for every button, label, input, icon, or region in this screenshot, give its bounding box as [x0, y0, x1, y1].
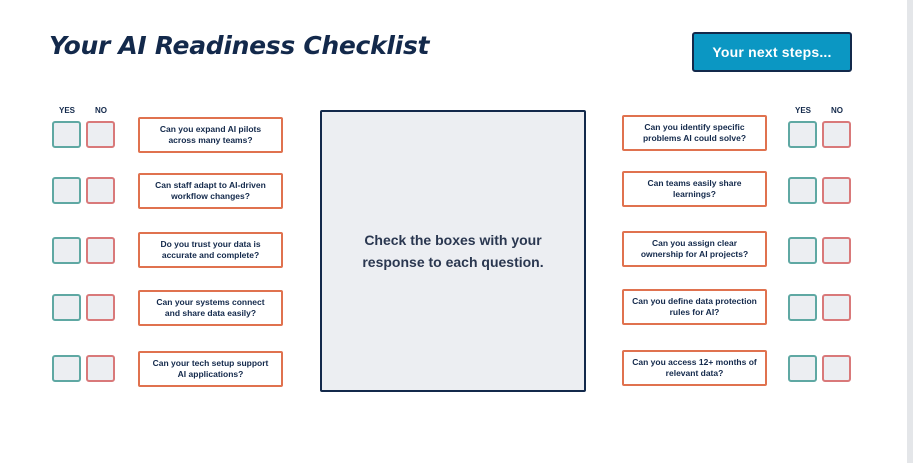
scroll-edge: [907, 0, 913, 463]
right-question-2: Can teams easily share learnings?: [622, 171, 767, 207]
left-no-checkbox-2[interactable]: [86, 177, 115, 204]
left-question-1: Can you expand AI pilots across many teams?: [138, 117, 283, 153]
page-title: Your AI Readiness Checklist: [49, 31, 430, 60]
right-yes-header: YES: [794, 106, 811, 115]
left-no-checkbox-3[interactable]: [86, 237, 115, 264]
left-no-header: NO: [95, 106, 107, 115]
right-yes-checkbox-5[interactable]: [788, 355, 817, 382]
right-question-1: Can you identify specific problems AI could solve?: [622, 115, 767, 151]
right-no-checkbox-5[interactable]: [822, 355, 851, 382]
left-no-checkbox-1[interactable]: [86, 121, 115, 148]
left-question-2: Can staff adapt to AI-driven workflow changes?: [138, 173, 283, 209]
left-question-3: Do you trust your data is accurate and complete?: [138, 232, 283, 268]
left-question-5: Can your tech setup support AI applications?: [138, 351, 283, 387]
left-no-checkbox-5[interactable]: [86, 355, 115, 382]
next-steps-button[interactable]: Your next steps...: [692, 32, 852, 72]
right-yes-checkbox-3[interactable]: [788, 237, 817, 264]
right-yes-checkbox-4[interactable]: [788, 294, 817, 321]
left-yes-header: YES: [58, 106, 75, 115]
left-yes-checkbox-3[interactable]: [52, 237, 81, 264]
right-no-header: NO: [831, 106, 843, 115]
left-yes-checkbox-1[interactable]: [52, 121, 81, 148]
left-no-checkbox-4[interactable]: [86, 294, 115, 321]
left-yes-checkbox-4[interactable]: [52, 294, 81, 321]
instructions-panel: Check the boxes with your response to each question.: [320, 110, 586, 392]
right-yes-checkbox-2[interactable]: [788, 177, 817, 204]
left-yes-checkbox-2[interactable]: [52, 177, 81, 204]
right-no-checkbox-2[interactable]: [822, 177, 851, 204]
left-yes-checkbox-5[interactable]: [52, 355, 81, 382]
left-question-4: Can your systems connect and share data easily?: [138, 290, 283, 326]
right-no-checkbox-4[interactable]: [822, 294, 851, 321]
right-question-4: Can you define data protection rules for AI?: [622, 289, 767, 325]
right-question-3: Can you assign clear ownership for AI projects?: [622, 231, 767, 267]
right-no-checkbox-1[interactable]: [822, 121, 851, 148]
right-yes-checkbox-1[interactable]: [788, 121, 817, 148]
right-no-checkbox-3[interactable]: [822, 237, 851, 264]
right-question-5: Can you access 12+ months of relevant data?: [622, 350, 767, 386]
